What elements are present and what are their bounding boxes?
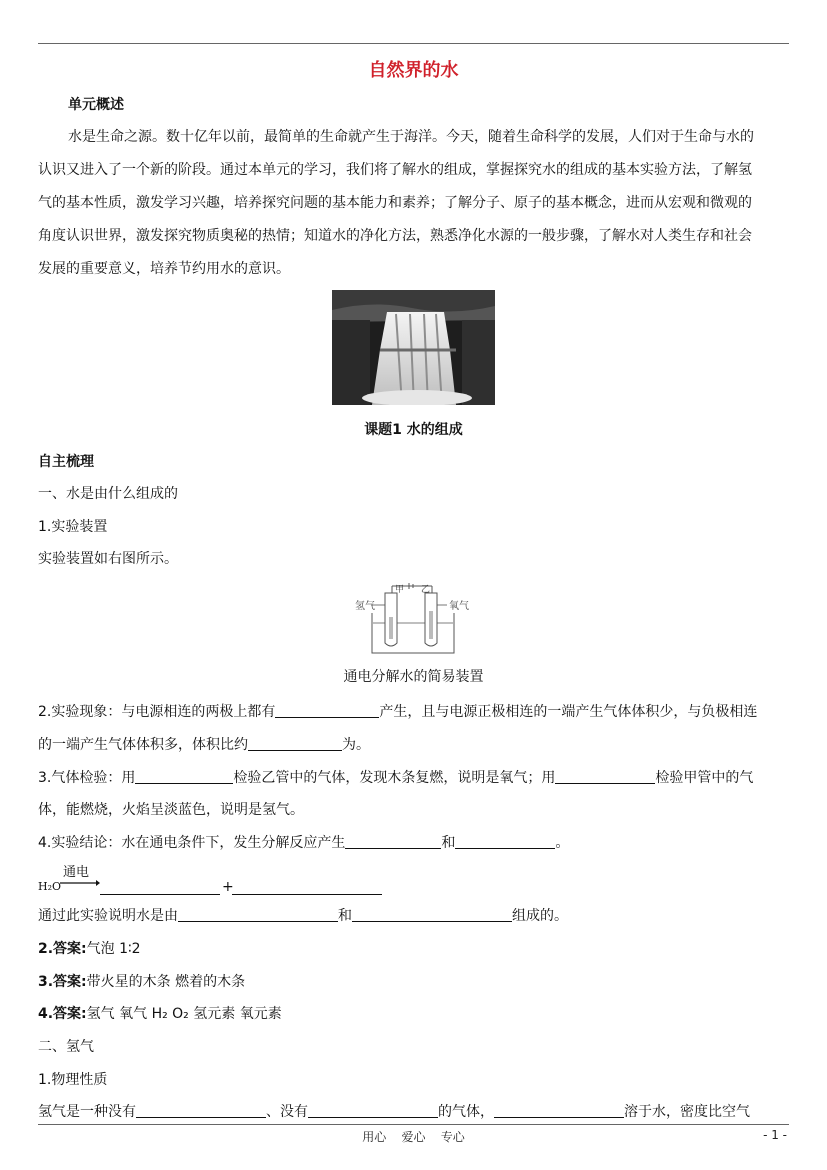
item-2-line-2: [38, 736, 789, 754]
unit-heading: 单元概述: [68, 97, 124, 113]
diagram-label-hydrogen: 氢气: [355, 601, 375, 612]
item-3-text-b: 检验乙管中的气体，发现木条复燃，说明是氧气；用: [233, 770, 556, 786]
item-2-text-d: 为。: [342, 737, 370, 753]
item-4-text-b: 和: [441, 835, 456, 851]
waterfall-photo: [332, 290, 495, 405]
conclusion-text-c: 组成的。: [512, 908, 568, 924]
phys-text-a: 氢气是一种没有: [38, 1104, 136, 1120]
header-rule: [38, 43, 789, 44]
equation-plus: +: [222, 879, 234, 895]
footer-rule: [38, 1124, 789, 1125]
phys-text-c: 的气体，: [438, 1104, 494, 1120]
answer-2: [38, 940, 789, 958]
item-physical-title: 1.物理性质: [38, 1072, 108, 1088]
equation-condition: 通电: [63, 865, 90, 880]
item-3-line-2: 体，能燃烧，火焰呈淡蓝色，说明是氢气。: [38, 802, 304, 818]
item-3-text-c: 检验甲管中的气: [655, 770, 754, 786]
blank-p-a[interactable]: [136, 1103, 266, 1118]
question-2-heading: 二、氢气: [38, 1039, 94, 1055]
answer-3-text: 带火星的木条 燃着的木条: [86, 974, 246, 990]
diagram-label-oxygen: 氧气: [449, 601, 469, 612]
blank-3a[interactable]: [135, 769, 233, 784]
section-self-study: 自主梳理: [38, 454, 94, 470]
blank-eq-a[interactable]: [100, 880, 220, 895]
conclusion-line: [38, 907, 789, 925]
blank-4b[interactable]: [455, 834, 555, 849]
lesson-title: 课题1 水的组成: [364, 422, 463, 438]
page-number: - 1 -: [763, 1128, 787, 1142]
intro-line-2: 认识又进入了一个新的阶段。通过本单元的学习，我们将了解水的组成，掌握探究水的组成的基本实验方法，了解氢: [38, 162, 752, 178]
equation-arrow: [60, 879, 100, 887]
conclusion-text-a: 通过此实验说明水是由: [38, 908, 178, 924]
blank-2b[interactable]: [248, 736, 342, 751]
diagram-caption: 通电分解水的简易装置: [343, 669, 484, 685]
item-2-line-1: [38, 703, 789, 721]
intro-line-4: 角度认识世界，激发探究物质奥秘的热情；知道水的净化方法，熟悉净化水源的一般步骤，了解水对人类生存和社会: [38, 228, 752, 244]
item-4-text-a: 4.实验结论：水在通电条件下，发生分解反应产生: [38, 835, 346, 851]
question-1-heading: 一、水是由什么组成的: [38, 486, 178, 502]
phys-text-b: 、没有: [266, 1104, 308, 1120]
answer-4-label: 4.答案:: [38, 1006, 87, 1022]
phys-text-d: 溶于水，密度比空气: [624, 1104, 750, 1120]
page-title: 自然界的水: [368, 60, 459, 81]
item-4-text-c: 。: [555, 835, 570, 851]
item-1-title: 1.实验装置: [38, 519, 108, 535]
item-2-text-b: 产生，且与电源正极相连的一端产生气体体积少，与负极相连: [379, 704, 758, 720]
footer-motto: 用心 爱心 专心: [362, 1130, 465, 1144]
equation-reactant: H₂O: [38, 880, 62, 893]
conclusion-text-b: 和: [338, 908, 352, 924]
item-2-text-c: 的一端产生气体体积多，体积比约: [38, 737, 248, 753]
answer-4: [38, 1005, 789, 1023]
blank-eq-b[interactable]: [232, 880, 382, 895]
answer-2-label: 2.答案:: [38, 941, 87, 957]
answer-4-text: 氢气 氧气 H₂ O₂ 氢元素 氧元素: [86, 1006, 282, 1022]
electrolysis-apparatus-diagram: [355, 583, 473, 658]
item-3-line-1: [38, 769, 789, 787]
answer-3: [38, 973, 789, 991]
answer-3-label: 3.答案:: [38, 974, 87, 990]
diagram-tube-b-label: 乙: [421, 585, 431, 595]
blank-c-b[interactable]: [352, 907, 512, 922]
blank-4a[interactable]: [345, 834, 441, 849]
diagram-tube-a-label: 甲: [395, 585, 405, 595]
item-2-text-a: 2.实验现象：与电源相连的两极上都有: [38, 704, 276, 720]
intro-line-1: 水是生命之源。数十亿年以前，最简单的生命就产生于海洋。今天，随着生命科学的发展，人们对于生命与水的: [68, 129, 754, 145]
intro-line-3: 气的基本性质，激发学习兴趣，培养探究问题的基本能力和素养；了解分子、原子的基本概念，进而从宏观和微观的: [38, 195, 752, 211]
blank-c-a[interactable]: [178, 907, 338, 922]
blank-2a[interactable]: [275, 703, 379, 718]
intro-line-5: 发展的重要意义，培养节约用水的意识。: [38, 261, 290, 277]
equation-line: [38, 864, 789, 894]
blank-p-c[interactable]: [494, 1103, 624, 1118]
blank-3b[interactable]: [555, 769, 655, 784]
answer-2-text: 气泡 1∶2: [86, 941, 141, 957]
blank-p-b[interactable]: [308, 1103, 438, 1118]
item-3-text-a: 3.气体检验：用: [38, 770, 136, 786]
item-4-line: [38, 834, 789, 852]
physical-properties-line: [38, 1103, 789, 1121]
item-1-text: 实验装置如右图所示。: [38, 551, 178, 567]
